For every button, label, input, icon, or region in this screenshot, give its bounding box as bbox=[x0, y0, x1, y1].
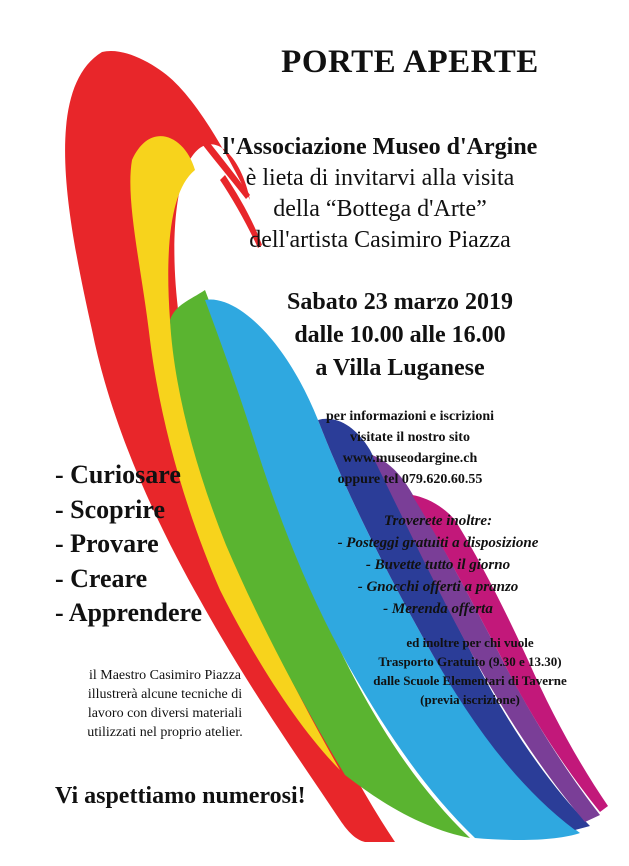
maestro-line: lavoro con diversi materiali bbox=[87, 706, 243, 721]
event-place: a Villa Luganese bbox=[315, 355, 485, 381]
intro-block bbox=[170, 132, 590, 256]
activity-item: - Curiosare bbox=[55, 460, 181, 489]
event-time: dalle 10.00 alle 16.00 bbox=[294, 322, 506, 348]
transport-line: dalle Scuole Elementari di Taverne bbox=[373, 673, 567, 688]
phone-number: oppure tel 079.620.60.55 bbox=[337, 472, 483, 487]
transport-line: Trasporto Gratuito (9.30 e 13.30) bbox=[378, 654, 562, 669]
intro-line: dell'artista Casimiro Piazza bbox=[249, 227, 511, 253]
extras-item: - Buvette tutto il giorno bbox=[365, 557, 511, 573]
maestro-note bbox=[55, 666, 275, 742]
transport-line: (previa iscrizione) bbox=[420, 692, 520, 707]
flyer-title: PORTE APERTE bbox=[281, 44, 539, 80]
organization-name: l'Associazione Museo d'Argine bbox=[222, 134, 538, 160]
event-date: Sabato 23 marzo 2019 bbox=[287, 289, 513, 315]
info-line: visitate il nostro sito bbox=[350, 430, 470, 445]
intro-line: della “Bottega d'Arte” bbox=[273, 196, 487, 222]
extras-list bbox=[288, 510, 588, 620]
activity-item: - Creare bbox=[55, 563, 148, 593]
website-link[interactable]: www.museodargine.ch bbox=[342, 451, 478, 466]
extras-item: - Posteggi gratuiti a disposizione bbox=[337, 535, 539, 551]
activity-item: - Apprendere bbox=[55, 598, 203, 627]
activity-item: - Provare bbox=[55, 529, 159, 558]
activity-item: - Scoprire bbox=[55, 494, 165, 524]
info-line: per informazioni e iscrizioni bbox=[325, 409, 495, 424]
maestro-line: illustrerà alcune tecniche di bbox=[87, 687, 243, 702]
activities-list bbox=[55, 458, 295, 631]
extras-item: - Gnocchi offerti a pranzo bbox=[357, 579, 519, 595]
event-details bbox=[200, 286, 600, 385]
maestro-line: utilizzati nel proprio atelier. bbox=[87, 725, 243, 740]
transport-line: ed inoltre per chi vuole bbox=[406, 635, 534, 650]
extras-heading: Troverete inoltre: bbox=[383, 513, 493, 529]
info-block bbox=[285, 406, 535, 490]
maestro-line: il Maestro Casimiro Piazza bbox=[88, 668, 242, 683]
extras-item: - Merenda offerta bbox=[383, 601, 493, 617]
transport-block bbox=[330, 633, 610, 709]
closing-line: Vi aspettiamo numerosi! bbox=[55, 783, 306, 809]
intro-line: è lieta di invitarvi alla visita bbox=[245, 165, 515, 191]
